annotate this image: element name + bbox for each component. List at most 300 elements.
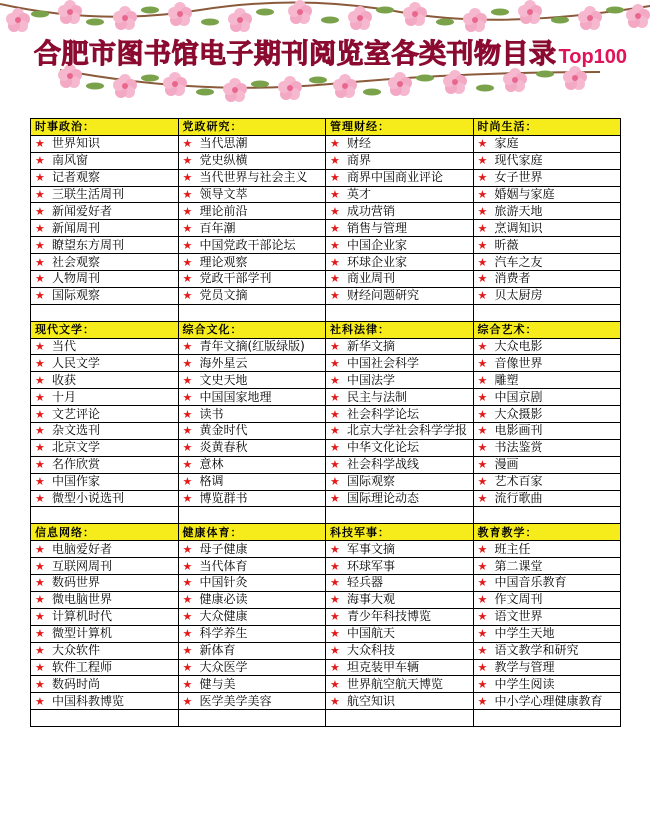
journal-title: 中国企业家: [347, 237, 408, 252]
journal-title: 中国航天: [347, 626, 396, 641]
journal-title: 微型小说选刊: [52, 491, 125, 506]
star-icon: ★: [35, 188, 45, 201]
journal-cell: [473, 220, 621, 237]
star-icon: ★: [182, 255, 193, 269]
journal-title: 现代家庭: [494, 153, 543, 168]
star-icon: ★: [35, 356, 45, 370]
star-icon: ★: [477, 542, 488, 556]
star-icon: ★: [330, 576, 340, 590]
star-icon: ★: [330, 340, 340, 354]
journal-title: 中国国家地理: [199, 389, 272, 404]
star-icon: ★: [477, 593, 488, 607]
journal-cell: [178, 473, 326, 490]
page-title: [34, 32, 627, 72]
journal-title: 雕塑: [494, 372, 519, 387]
section-header-row: [31, 321, 621, 338]
journal-title: 党政干部学刊: [199, 271, 272, 286]
category-header: 信息网络：: [31, 524, 179, 541]
journal-title: 电影画刊: [494, 423, 543, 438]
journal-title: 软件工程师: [52, 659, 113, 674]
star-icon: ★: [182, 204, 193, 218]
table-row: [31, 338, 621, 355]
journal-cell: [178, 220, 326, 237]
title-main: 合肥市图书馆电子期刊阅览室各类刊物目录: [34, 39, 557, 70]
journal-cell: [31, 659, 179, 676]
journal-cell: [178, 575, 326, 592]
star-icon: ★: [477, 407, 488, 421]
journal-cell: [473, 608, 621, 625]
category-header: 现代文学：: [31, 321, 179, 338]
journal-cell: [31, 456, 179, 473]
star-icon: ★: [330, 356, 340, 370]
journal-title: 意林: [199, 457, 224, 472]
journal-cell: [473, 625, 621, 642]
journal-cell: [31, 490, 179, 507]
journal-title: 南风窗: [52, 153, 89, 168]
journal-cell: [473, 541, 621, 558]
star-icon: ★: [477, 272, 488, 286]
star-icon: ★: [182, 340, 193, 354]
journal-cell: [473, 338, 621, 355]
journal-cell: [326, 439, 474, 456]
journal-title: 医学美学美容: [199, 693, 272, 708]
journal-cell: [326, 625, 474, 642]
star-icon: ★: [330, 458, 340, 472]
journal-cell: [473, 169, 621, 186]
category-header: 党政研究：: [178, 119, 326, 136]
journal-cell: [178, 186, 326, 203]
journal-cell: [178, 254, 326, 271]
journal-title: 旅游天地: [494, 203, 543, 218]
journal-cell: [326, 423, 474, 440]
star-icon: ★: [477, 475, 488, 489]
flower-banner: [0, 0, 650, 105]
journal-cell: [326, 541, 474, 558]
journal-title: 健康必读: [199, 592, 248, 607]
journal-cell: [178, 203, 326, 220]
journal-title: 百年潮: [199, 220, 236, 235]
journal-title: 中国科教博览: [52, 693, 125, 708]
journal-cell: [31, 271, 179, 288]
star-icon: ★: [330, 137, 340, 151]
star-icon: ★: [182, 154, 193, 168]
journal-title: 中国京剧: [494, 389, 543, 404]
journal-title: 中学生天地: [494, 626, 555, 641]
journal-cell: [31, 135, 179, 152]
star-icon: ★: [330, 204, 340, 218]
table-row: [31, 625, 621, 642]
star-icon: ★: [35, 255, 45, 269]
journal-title: 国际观察: [52, 288, 101, 303]
star-icon: ★: [477, 356, 488, 370]
journal-title: 世界知识: [52, 136, 101, 151]
journal-title: 北京大学社会科学学报: [347, 423, 468, 438]
star-icon: ★: [477, 559, 488, 573]
star-icon: ★: [182, 289, 193, 303]
section-header-row: [31, 524, 621, 541]
journal-title: 微型计算机: [52, 626, 113, 641]
journal-cell: [178, 558, 326, 575]
table-row: [31, 152, 621, 169]
journal-cell: [326, 372, 474, 389]
journal-title: 大众科技: [347, 643, 396, 658]
journal-title: 婚姻与家庭: [494, 187, 555, 201]
star-icon: ★: [477, 289, 488, 303]
journal-title: 音像世界: [494, 355, 543, 370]
star-icon: ★: [35, 137, 45, 151]
spacer-row: [31, 710, 621, 727]
blank-cell: [31, 710, 179, 727]
journal-cell: [473, 152, 621, 169]
journal-title: 文艺评论: [52, 406, 101, 421]
star-icon: ★: [182, 390, 193, 404]
journal-cell: [326, 659, 474, 676]
star-icon: ★: [35, 593, 45, 607]
journal-cell: [31, 355, 179, 372]
journal-cell: [31, 625, 179, 642]
journal-title: 女子世界: [494, 170, 543, 185]
journal-title: 艺术百家: [494, 474, 543, 489]
journal-title: 商界: [347, 153, 372, 168]
star-icon: ★: [182, 356, 193, 370]
journal-title: 中国作家: [52, 474, 101, 489]
star-icon: ★: [477, 373, 488, 387]
journal-cell: [326, 287, 474, 304]
journal-cell: [326, 254, 474, 271]
star-icon: ★: [35, 458, 45, 472]
journal-cell: [473, 676, 621, 693]
journal-title: 数码世界: [52, 575, 101, 590]
star-icon: ★: [330, 441, 340, 455]
journal-cell: [326, 271, 474, 288]
journal-cell: [31, 591, 179, 608]
star-icon: ★: [35, 154, 45, 168]
journal-cell: [31, 439, 179, 456]
star-icon: ★: [35, 171, 45, 185]
journal-cell: [31, 338, 179, 355]
journal-title: 大众医学: [199, 659, 248, 674]
star-icon: ★: [182, 576, 193, 590]
star-icon: ★: [35, 475, 45, 489]
catalog-table: [30, 118, 621, 727]
star-icon: ★: [477, 137, 488, 151]
table-row: [31, 372, 621, 389]
journal-cell: [178, 625, 326, 642]
journal-cell: [326, 642, 474, 659]
journal-cell: [31, 406, 179, 423]
table-row: [31, 254, 621, 271]
journal-title: 文史天地: [199, 372, 248, 387]
table-row: [31, 541, 621, 558]
journal-cell: [326, 473, 474, 490]
journal-cell: [31, 558, 179, 575]
journal-cell: [31, 608, 179, 625]
table-row: [31, 355, 621, 372]
journal-title: 大众电影: [494, 339, 543, 354]
journal-cell: [31, 693, 179, 710]
journal-cell: [31, 642, 179, 659]
star-icon: ★: [182, 677, 193, 691]
table-row: [31, 186, 621, 203]
journal-title: 博览群书: [199, 491, 248, 506]
star-icon: ★: [330, 390, 340, 404]
journal-title: 母子健康: [199, 541, 248, 556]
journal-title: 健与美: [199, 676, 236, 691]
journal-title: 中国法学: [347, 372, 396, 387]
section-header-row: [31, 119, 621, 136]
journal-cell: [473, 642, 621, 659]
star-icon: ★: [182, 610, 193, 624]
star-icon: ★: [477, 204, 488, 218]
blank-cell: [31, 304, 179, 321]
table-row: [31, 693, 621, 710]
blank-cell: [178, 304, 326, 321]
journal-title: 领导文萃: [199, 187, 248, 201]
journal-cell: [178, 642, 326, 659]
star-icon: ★: [182, 542, 193, 556]
journal-title: 国际观察: [347, 474, 396, 489]
journal-cell: [326, 389, 474, 406]
journal-title: 当代世界与社会主义: [199, 170, 308, 185]
blank-cell: [31, 507, 179, 524]
journal-cell: [178, 169, 326, 186]
journal-cell: [31, 423, 179, 440]
star-icon: ★: [35, 542, 45, 556]
journal-title: 互联网周刊: [52, 558, 113, 573]
star-icon: ★: [330, 171, 340, 185]
journal-title: 中学生阅读: [494, 676, 555, 691]
journal-title: 三联生活周刊: [52, 187, 125, 201]
journal-title: 格调: [199, 474, 224, 489]
star-icon: ★: [477, 610, 488, 624]
star-icon: ★: [477, 694, 488, 708]
journal-title: 新闻爱好者: [52, 203, 113, 218]
journal-title: 轻兵器: [347, 575, 384, 590]
table-row: [31, 608, 621, 625]
category-header: 管理财经：: [326, 119, 474, 136]
star-icon: ★: [182, 424, 193, 438]
journal-title: 中国社会科学: [347, 355, 420, 370]
star-icon: ★: [182, 627, 193, 641]
journal-title: 教学与管理: [494, 659, 555, 674]
journal-cell: [473, 203, 621, 220]
table-row: [31, 439, 621, 456]
journal-title: 财经: [347, 136, 372, 151]
journal-cell: [326, 203, 474, 220]
star-icon: ★: [477, 188, 488, 201]
journal-title: 语文世界: [494, 609, 543, 624]
star-icon: ★: [330, 221, 340, 235]
star-icon: ★: [35, 340, 45, 354]
star-icon: ★: [330, 154, 340, 168]
star-icon: ★: [182, 272, 193, 286]
journal-cell: [473, 135, 621, 152]
star-icon: ★: [477, 340, 488, 354]
journal-cell: [326, 135, 474, 152]
journal-title: 中国针灸: [199, 575, 248, 590]
table-row: [31, 135, 621, 152]
star-icon: ★: [477, 390, 488, 404]
journal-cell: [473, 439, 621, 456]
journal-title: 中小学心理健康教育: [494, 693, 603, 708]
star-icon: ★: [477, 238, 488, 252]
star-icon: ★: [477, 221, 488, 235]
journal-title: 杂文选刊: [52, 423, 101, 438]
table-row: [31, 676, 621, 693]
category-header: 社科法律：: [326, 321, 474, 338]
journal-cell: [31, 372, 179, 389]
star-icon: ★: [477, 154, 488, 168]
star-icon: ★: [330, 424, 340, 438]
table-row: [31, 220, 621, 237]
journal-title: 消费者: [494, 271, 531, 286]
star-icon: ★: [35, 492, 45, 506]
journal-cell: [31, 152, 179, 169]
star-icon: ★: [330, 492, 340, 506]
star-icon: ★: [35, 272, 45, 286]
page-bottom: [0, 800, 650, 824]
journal-title: 航空知识: [347, 693, 396, 708]
journal-cell: [326, 676, 474, 693]
journal-title: 军事文摘: [347, 541, 396, 556]
star-icon: ★: [330, 289, 340, 303]
journal-cell: [326, 355, 474, 372]
title-suffix: Top100: [558, 46, 628, 68]
category-header: 综合艺术：: [473, 321, 621, 338]
journal-title: 海外星云: [199, 355, 248, 370]
journal-title: 计算机时代: [52, 609, 113, 624]
journal-cell: [31, 220, 179, 237]
journal-title: 理论前沿: [199, 203, 248, 218]
table-row: [31, 490, 621, 507]
star-icon: ★: [477, 576, 488, 590]
journal-cell: [31, 237, 179, 254]
journal-title: 贝太厨房: [494, 288, 543, 303]
star-icon: ★: [477, 644, 488, 658]
star-icon: ★: [477, 171, 488, 185]
table-row: [31, 389, 621, 406]
blank-cell: [473, 507, 621, 524]
star-icon: ★: [182, 492, 193, 506]
star-icon: ★: [35, 559, 45, 573]
journal-cell: [31, 254, 179, 271]
journal-cell: [473, 575, 621, 592]
journal-title: 中国党政干部论坛: [199, 237, 296, 252]
journal-title: 黄金时代: [199, 423, 248, 438]
star-icon: ★: [330, 272, 340, 286]
star-icon: ★: [330, 373, 340, 387]
star-icon: ★: [330, 255, 340, 269]
journal-title: 记者观察: [52, 170, 101, 185]
blank-cell: [473, 710, 621, 727]
journal-cell: [178, 237, 326, 254]
star-icon: ★: [35, 289, 45, 303]
journal-cell: [178, 271, 326, 288]
journal-title: 漫画: [494, 457, 519, 472]
journal-cell: [326, 152, 474, 169]
journal-title: 大众健康: [199, 609, 248, 624]
journal-title: 十月: [52, 389, 77, 404]
star-icon: ★: [182, 407, 193, 421]
journal-title: 微电脑世界: [52, 592, 113, 607]
star-icon: ★: [35, 221, 45, 235]
journal-title: 中华文化论坛: [347, 440, 420, 455]
star-icon: ★: [477, 677, 488, 691]
journal-title: 第二课堂: [494, 558, 543, 573]
star-icon: ★: [330, 407, 340, 421]
star-icon: ★: [35, 660, 45, 674]
journal-title: 当代体育: [199, 558, 248, 573]
table-row: [31, 659, 621, 676]
journal-cell: [178, 152, 326, 169]
journal-cell: [473, 423, 621, 440]
journal-cell: [326, 220, 474, 237]
journal-title: 烹调知识: [494, 220, 543, 235]
journal-cell: [178, 676, 326, 693]
star-icon: ★: [330, 644, 340, 658]
star-icon: ★: [35, 373, 45, 387]
star-icon: ★: [35, 677, 45, 691]
journal-cell: [178, 591, 326, 608]
journal-title: 北京文学: [52, 440, 101, 455]
blank-cell: [326, 507, 474, 524]
journal-title: 收获: [52, 372, 77, 387]
journal-cell: [31, 575, 179, 592]
journal-cell: [473, 693, 621, 710]
journal-cell: [31, 203, 179, 220]
category-header: 时尚生活：: [473, 119, 621, 136]
journal-title: 国际理论动态: [347, 491, 420, 506]
journal-cell: [473, 558, 621, 575]
journal-cell: [178, 456, 326, 473]
journal-title: 新华文摘: [347, 339, 396, 354]
journal-title: 财经问题研究: [347, 288, 420, 303]
journal-cell: [178, 338, 326, 355]
star-icon: ★: [182, 458, 193, 472]
journal-cell: [326, 575, 474, 592]
journal-title: 班主任: [494, 541, 531, 556]
journal-title: 社会观察: [52, 254, 101, 269]
journal-title: 社会科学论坛: [347, 406, 420, 421]
journal-cell: [473, 659, 621, 676]
journal-cell: [473, 473, 621, 490]
blank-cell: [326, 710, 474, 727]
star-icon: ★: [182, 559, 193, 573]
category-header: 教育教学：: [473, 524, 621, 541]
star-icon: ★: [330, 677, 340, 691]
blank-cell: [326, 304, 474, 321]
star-icon: ★: [35, 610, 45, 624]
star-icon: ★: [182, 221, 193, 235]
star-icon: ★: [35, 644, 45, 658]
journal-title: 汽车之友: [494, 254, 543, 269]
star-icon: ★: [477, 424, 488, 438]
journal-title: 科学养生: [199, 626, 248, 641]
journal-cell: [178, 389, 326, 406]
journal-title: 世界航空航天博览: [347, 676, 444, 691]
blank-cell: [178, 710, 326, 727]
star-icon: ★: [35, 627, 45, 641]
journal-title: 成功营销: [347, 203, 396, 218]
journal-title: 青少年科技博览: [347, 609, 432, 624]
journal-title: 大众软件: [52, 643, 101, 658]
star-icon: ★: [182, 475, 193, 489]
table-row: [31, 591, 621, 608]
journal-cell: [473, 355, 621, 372]
journal-cell: [178, 287, 326, 304]
star-icon: ★: [182, 441, 193, 455]
journal-cell: [473, 591, 621, 608]
